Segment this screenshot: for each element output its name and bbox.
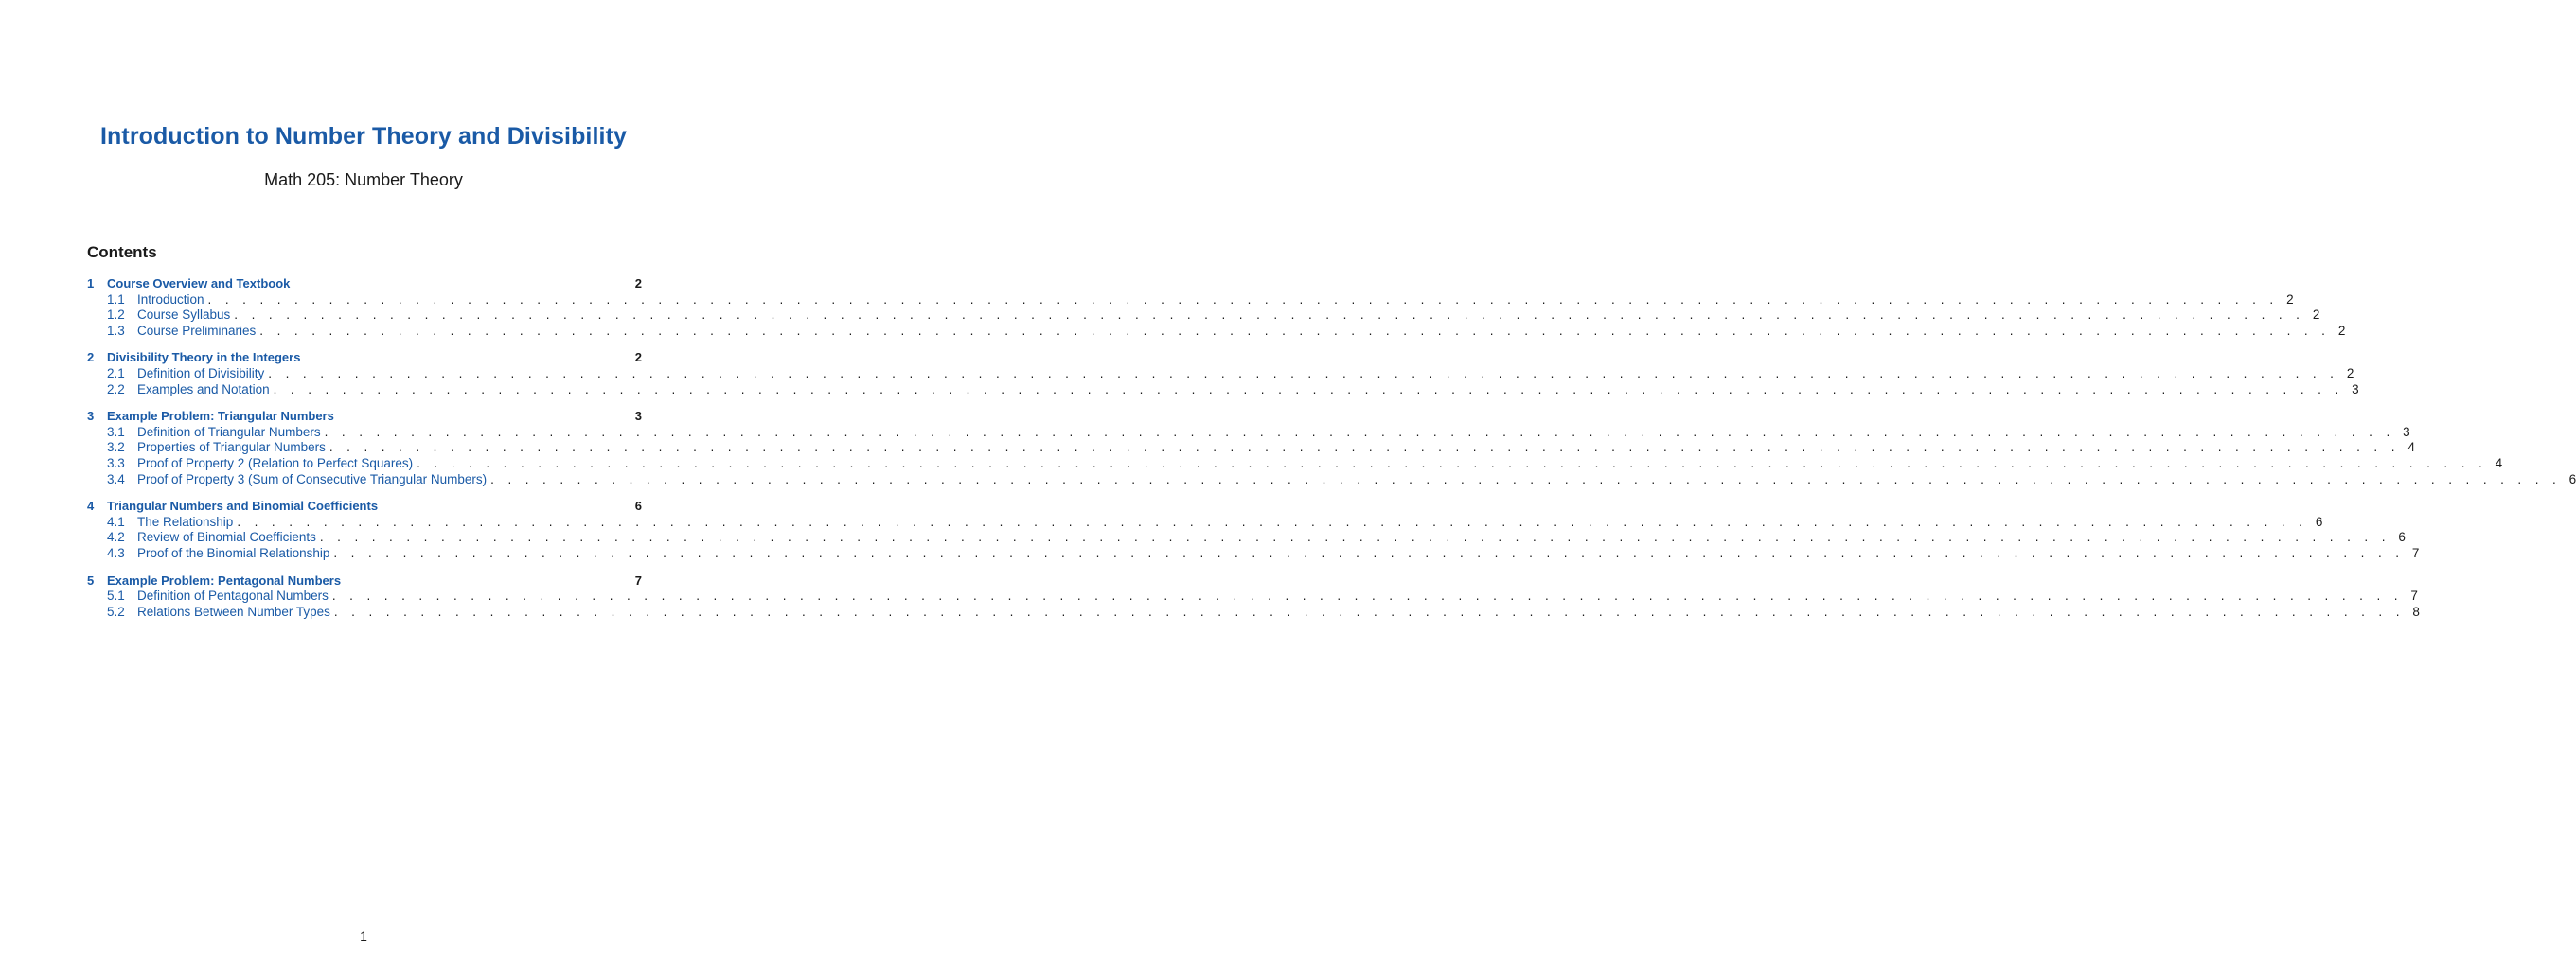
toc-section-link[interactable]: Example Problem: Triangular Numbers <box>107 409 334 424</box>
toc-subsection-page: 4 <box>2495 455 2503 470</box>
dot-leader: . . . . . . . . . . . . . . . . . . . . . . . . . . . . . . . . . . . . . . . . . . . . . . . . . . . . . . . . . . . . . . . . . . . . . . . . . . . . . . . . . . . . . . . . . . . . . . . . . . . . . . . . . . . . . . . . . . . . . . . . <box>417 455 2488 470</box>
dot-leader: . . . . . . . . . . . . . . . . . . . . . . . . . . . . . . . . . . . . . . . . . . . . . . . . . . . . . . . . . . . . . . . . . . . . . . . . . . . . . . . . . . . . . . . . . . . . . . . . . . . . . . . . . . . . . . . . . . . . . . . . <box>324 424 2395 439</box>
toc-subsection-link[interactable]: The Relationship <box>137 514 234 529</box>
toc-subsection-link[interactable]: Proof of the Binomial Relationship <box>137 545 330 560</box>
toc-section-page: 3 <box>634 409 642 424</box>
dot-leader: . . . . . . . . . . . . . . . . . . . . . . . . . . . . . . . . . . . . . . . . . . . . . . . . . . . . . . . . . . . . . . . . . . . . . . . . . . . . . . . . . . . . . . . . . . . . . . . . . . . . . . . . . . . . . . . . . . . . . . . . <box>207 291 2279 307</box>
dot-leader: . . . . . . . . . . . . . . . . . . . . . . . . . . . . . . . . . . . . . . . . . . . . . . . . . . . . . . . . . . . . . . . . . . . . . . . . . . . . . . . . . . . . . . . . . . . . . . . . . . . . . . . . . . . . . . . . . . . . . . . . <box>333 545 2405 560</box>
toc-subsection-entry[interactable] <box>87 381 2359 398</box>
toc-subsection-link[interactable]: Review of Binomial Coefficients <box>137 530 316 545</box>
toc-subsection-link[interactable]: Properties of Triangular Numbers <box>137 440 326 455</box>
toc-subsection-link[interactable]: Relations Between Number Types <box>137 604 330 619</box>
toc-subsection-page: 4 <box>2407 440 2415 455</box>
dot-leader: . . . . . . . . . . . . . . . . . . . . . . . . . . . . . . . . . . . . . . . . . . . . . . . . . . . . . . . . . . . . . . . . . . . . . . . . . . . . . . . . . . . . . . . . . . . . . . . . . . . . . . . . . . . . . . . . . . . . . . . . <box>273 381 2344 396</box>
toc-subsection-entry[interactable] <box>87 514 2323 531</box>
dot-leader: . . . . . . . . . . . . . . . . . . . . . . . . . . . . . . . . . . . . . . . . . . . . . . . . . . . . . . . . . . . . . . . . . . . . . . . . . . . . . . . . . . . . . . . . . . . . . . . . . . . . . . . . . . . . . . . . . . . . . . . . <box>331 589 2403 604</box>
toc-subsection-number[interactable]: 3.3 <box>107 455 125 470</box>
toc-section <box>87 276 2346 339</box>
contents-heading: Contents <box>87 243 157 261</box>
toc-subsection-entry[interactable] <box>87 365 2354 382</box>
toc-subsection-entry[interactable] <box>87 471 2576 488</box>
toc-section <box>87 350 2359 397</box>
toc-section-entry[interactable] <box>87 350 642 366</box>
toc-subsection-number[interactable]: 5.1 <box>107 589 125 604</box>
toc-subsection-entry[interactable] <box>87 455 2503 472</box>
toc-subsection-page: 3 <box>2403 424 2410 439</box>
toc-section <box>87 499 2420 561</box>
toc-subsection-entry[interactable] <box>87 323 2346 340</box>
toc-subsection-entry[interactable] <box>87 545 2420 562</box>
toc-section-page: 6 <box>634 499 642 514</box>
toc-section-number: 2 <box>87 350 95 365</box>
toc-subsection-link[interactable]: Proof of Property 3 (Sum of Consecutive Triangular Numbers) <box>137 471 488 486</box>
dot-leader: . . . . . . . . . . . . . . . . . . . . . . . . . . . . . . . . . . . . . . . . . . . . . . . . . . . . . . . . . . . . . . . . . . . . . . . . . . . . . . . . . . . . . . . . . . . . . . . . . . . . . . . . . . . . . . . . . . . . . . . . <box>319 530 2390 545</box>
dot-leader: . . . . . . . . . . . . . . . . . . . . . . . . . . . . . . . . . . . . . . . . . . . . . . . . . . . . . . . . . . . . . . . . . . . . . . . . . . . . . . . . . . . . . . . . . . . . . . . . . . . . . . . . . . . . . . . . . . . . . . . . <box>234 308 2305 323</box>
toc-subsection-page: 7 <box>2411 545 2420 560</box>
toc-subsection-number[interactable]: 3.4 <box>107 471 125 486</box>
toc-section-page: 2 <box>634 350 642 365</box>
toc-subsection-entry[interactable] <box>87 308 2320 324</box>
toc-subsection-number[interactable]: 3.2 <box>107 440 125 455</box>
dot-leader: . . . . . . . . . . . . . . . . . . . . . . . . . . . . . . . . . . . . . . . . . . . . . . . . . . . . . . . . . . . . . . . . . . . . . . . . . . . . . . . . . . . . . . . . . . . . . . . . . . . . . . . . . . . . . . . . . . . . . . . . <box>329 440 2400 455</box>
toc-subsection-page: 3 <box>2352 381 2359 396</box>
toc-subsection-entry[interactable] <box>87 604 2420 621</box>
toc-section <box>87 409 2576 487</box>
toc-section-entry[interactable] <box>87 409 642 425</box>
toc-subsection-page: 2 <box>2312 308 2320 323</box>
toc-subsection-number[interactable]: 2.2 <box>107 381 125 396</box>
toc-section-number: 3 <box>87 409 95 424</box>
dot-leader: . . . . . . . . . . . . . . . . . . . . . . . . . . . . . . . . . . . . . . . . . . . . . . . . . . . . . . . . . . . . . . . . . . . . . . . . . . . . . . . . . . . . . . . . . . . . . . . . . . . . . . . . . . . . . . . . . . . . . . . . <box>333 604 2405 619</box>
toc-subsection-number[interactable]: 3.1 <box>107 424 125 439</box>
toc-section <box>87 573 2420 621</box>
toc-section-entry[interactable] <box>87 573 642 590</box>
toc-subsection-page: 2 <box>2286 291 2294 307</box>
toc-subsection-number[interactable]: 4.3 <box>107 545 125 560</box>
document-subtitle: Math 205: Number Theory <box>264 170 463 189</box>
toc-subsection-number[interactable]: 5.2 <box>107 604 125 619</box>
toc-section-page: 2 <box>634 276 642 291</box>
dot-leader: . . . . . . . . . . . . . . . . . . . . . . . . . . . . . . . . . . . . . . . . . . . . . . . . . . . . . . . . . . . . . . . . . . . . . . . . . . . . . . . . . . . . . . . . . . . . . . . . . . . . . . . . . . . . . . . . . . . . . . . . <box>237 514 2308 529</box>
toc-subsection-number[interactable]: 1.1 <box>107 291 125 307</box>
toc-subsection-page: 2 <box>2337 323 2346 338</box>
toc-subsection-number[interactable]: 4.2 <box>107 530 125 545</box>
toc-section-number: 4 <box>87 499 95 514</box>
dot-leader: . . . . . . . . . . . . . . . . . . . . . . . . . . . . . . . . . . . . . . . . . . . . . . . . . . . . . . . . . . . . . . . . . . . . . . . . . . . . . . . . . . . . . . . . . . . . . . . . . . . . . . . . . . . . . . . . . . . . . . . . <box>490 471 2562 486</box>
toc-subsection-entry[interactable] <box>87 440 2415 456</box>
toc-subsection-entry[interactable] <box>87 291 2294 308</box>
toc-section-link[interactable]: Example Problem: Pentagonal Numbers <box>107 573 342 588</box>
toc-section-link[interactable]: Course Overview and Textbook <box>107 276 291 291</box>
toc-section-link[interactable]: Divisibility Theory in the Integers <box>107 350 301 365</box>
toc-section-entry[interactable] <box>87 499 642 515</box>
document-title: Introduction to Number Theory and Divisibility <box>99 123 627 150</box>
toc-subsection-page: 6 <box>2398 530 2406 545</box>
page-number: 1 <box>360 928 367 943</box>
dot-leader: . . . . . . . . . . . . . . . . . . . . . . . . . . . . . . . . . . . . . . . . . . . . . . . . . . . . . . . . . . . . . . . . . . . . . . . . . . . . . . . . . . . . . . . . . . . . . . . . . . . . . . . . . . . . . . . . . . . . . . . . <box>268 365 2339 380</box>
toc-subsection-link[interactable]: Course Syllabus <box>137 308 231 323</box>
toc-section-entry[interactable] <box>87 276 642 292</box>
toc-subsection-number[interactable]: 1.3 <box>107 323 125 338</box>
toc-subsection-link[interactable]: Definition of Divisibility <box>137 365 265 380</box>
toc-subsection-entry[interactable] <box>87 589 2418 605</box>
dot-leader: . . . . . . . . . . . . . . . . . . . . . . . . . . . . . . . . . . . . . . . . . . . . . . . . . . . . . . . . . . . . . . . . . . . . . . . . . . . . . . . . . . . . . . . . . . . . . . . . . . . . . . . . . . . . . . . . . . . . . . . . <box>259 323 2331 338</box>
toc-section-page: 7 <box>634 573 642 588</box>
toc-subsection-entry[interactable] <box>87 530 2406 546</box>
toc-subsection-link[interactable]: Definition of Pentagonal Numbers <box>137 589 329 604</box>
toc-subsection-link[interactable]: Definition of Triangular Numbers <box>137 424 321 439</box>
toc-subsection-page: 8 <box>2412 604 2420 619</box>
toc-subsection-page: 6 <box>2568 471 2576 486</box>
toc-subsection-page: 6 <box>2315 514 2323 529</box>
toc-subsection-entry[interactable] <box>87 424 2410 441</box>
toc-subsection-number[interactable]: 2.1 <box>107 365 125 380</box>
toc-section-number: 5 <box>87 573 95 588</box>
toc-section-number: 1 <box>87 276 95 291</box>
toc-subsection-page: 7 <box>2410 589 2418 604</box>
toc-subsection-link[interactable]: Examples and Notation <box>137 381 270 396</box>
toc-subsection-number[interactable]: 1.2 <box>107 308 125 323</box>
toc-subsection-link[interactable]: Introduction <box>137 291 204 307</box>
toc-subsection-number[interactable]: 4.1 <box>107 514 125 529</box>
table-of-contents <box>87 276 2576 631</box>
toc-subsection-link[interactable]: Course Preliminaries <box>137 323 257 338</box>
toc-subsection-link[interactable]: Proof of Property 2 (Relation to Perfect Squares) <box>137 455 414 470</box>
toc-subsection-page: 2 <box>2346 365 2354 380</box>
toc-section-link[interactable]: Triangular Numbers and Binomial Coefficients <box>107 499 379 514</box>
